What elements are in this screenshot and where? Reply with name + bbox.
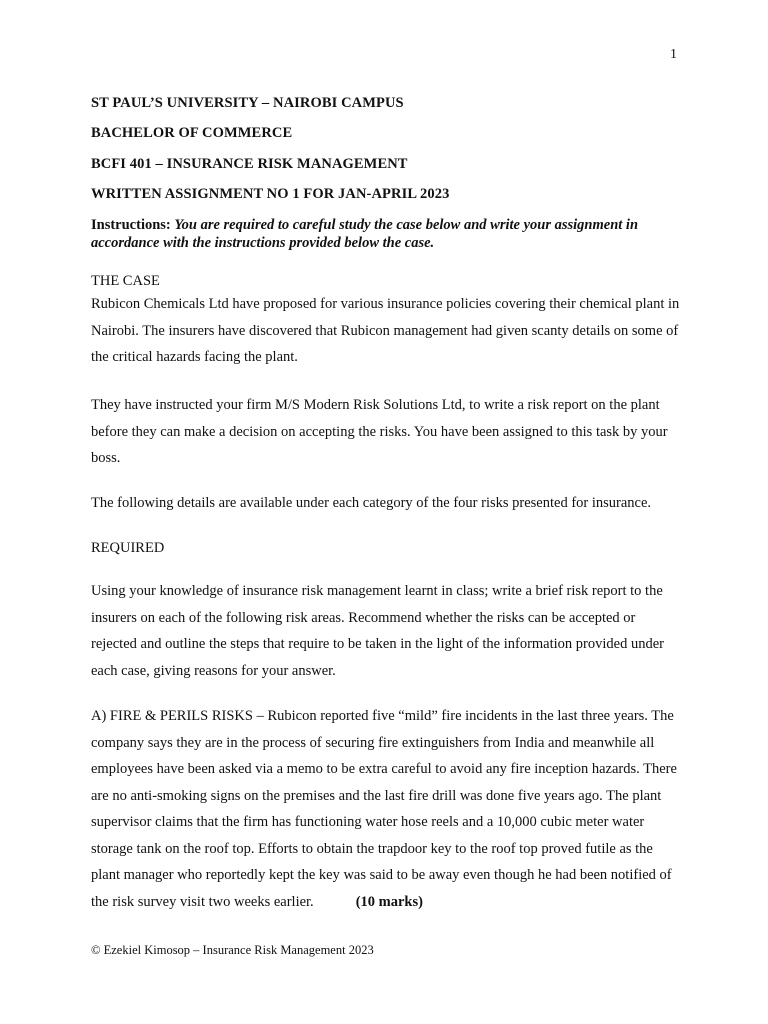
page-number: 1 [670,47,677,62]
required-text: Using your knowledge of insurance risk management learnt in class; write a brief risk report to the insurers on each of the following risk areas. Recommend whether the risks can be accepted or rejected and outline the steps that require to be taken in the light of the information provided under each case, giving reasons for your answer. [91,583,664,679]
course-heading: BCFI 401 – INSURANCE RISK MANAGEMENT [91,156,408,172]
university-heading: ST PAUL’S UNIVERSITY – NAIROBI CAMPUS [91,95,404,111]
instructions [91,216,681,252]
section-a [91,703,683,915]
case-paragraph-1: Rubicon Chemicals Ltd have proposed for various insurance policies covering their chemical plant in Nairobi. The insurers have discovered that Rubicon management had given scanty details on some of the critical hazards facing the plant. [91,296,680,365]
case-paragraph-3: The following details are available under each category of the four risks presented for insurance. [91,495,652,511]
assignment-heading: WRITTEN ASSIGNMENT NO 1 FOR JAN-APRIL 2023 [91,186,450,202]
case-title: THE CASE [91,273,160,289]
section-a-text: A) FIRE & PERILS RISKS – Rubicon reported five “mild” fire incidents in the last three years. The company says they are in the process of securing fire extinguishers from India and meanwhile all employees have been asked via a memo to be extra careful to avoid any fire inception hazards. There are no anti-smoking signs on the premises and the last fire drill was done five years ago. The plant supervisor claims that the firm has functioning water hose reels and a 10,000 cubic meter water storage tank on the roof top. Efforts to obtain the trapdoor key to the roof top proved futile as the plant manager who reportedly kept the key was said to be away even though he had been notified of the risk survey visit two weeks earlier. [91,708,677,910]
case-paragraph-2: They have instructed your firm M/S Modern Risk Solutions Ltd, to write a risk report on the plant before they can make a decision on accepting the risks. You have been assigned to this task by your boss. [91,397,668,466]
footer: © Ezekiel Kimosop – Insurance Risk Management 2023 [91,943,374,957]
degree-heading: BACHELOR OF COMMERCE [91,125,293,141]
instructions-label: Instructions: [91,217,171,233]
section-a-marks: (10 marks) [355,893,423,910]
instructions-text: You are required to careful study the case below and write your assignment in accordance with the instructions provided below the case. [91,217,639,251]
required-title: REQUIRED [91,540,165,556]
